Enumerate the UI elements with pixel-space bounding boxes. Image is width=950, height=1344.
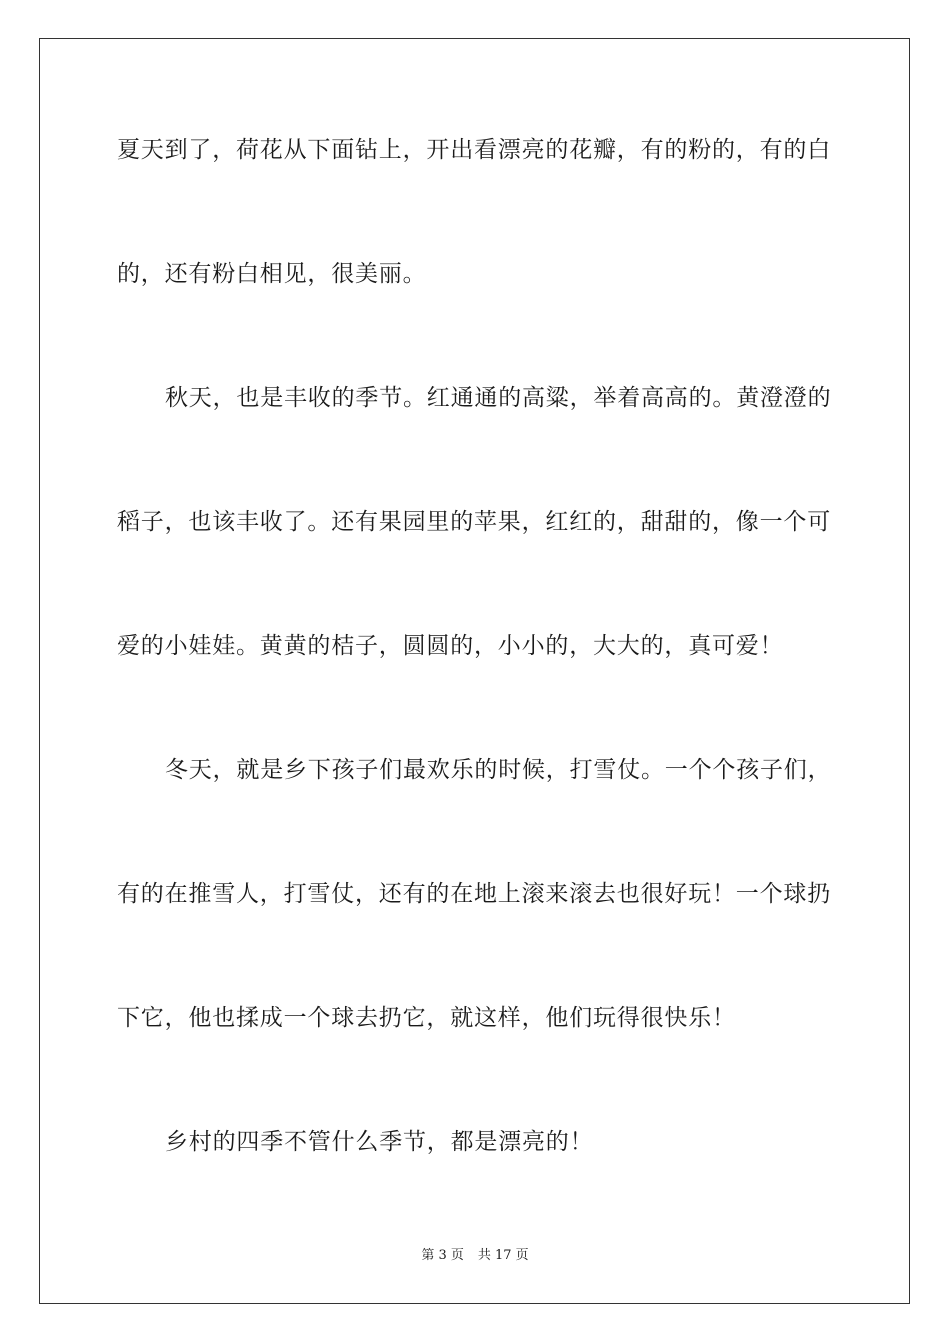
text-line: 下它，他也揉成一个球去扔它，就这样，他们玩得很快乐！ <box>117 1005 736 1031</box>
text-line: 夏天到了，荷花从下面钻上，开出看漂亮的花瓣，有的粉的，有的白 <box>117 137 831 163</box>
paragraph-start-line: 冬天，就是乡下孩子们最欢乐的时候，打雪仗。一个个孩子们， <box>165 757 832 783</box>
text-line: 的，还有粉白相见，很美丽。 <box>117 261 427 287</box>
text-line: 爱的小娃娃。黄黄的桔子，圆圆的，小小的，大大的，真可爱！ <box>117 633 784 659</box>
page-frame <box>39 38 910 1304</box>
paragraph-start-line: 秋天，也是丰收的季节。红通通的高粱，举着高高的。黄澄澄的 <box>165 385 832 411</box>
page-total: 共 17 页 <box>477 1248 529 1263</box>
page-footer <box>0 1247 950 1265</box>
page-number: 第 3 页 <box>421 1248 464 1263</box>
text-line: 有的在推雪人，打雪仗，还有的在地上滚来滚去也很好玩！一个球扔 <box>117 881 831 907</box>
text-line: 稻子，也该丰收了。还有果园里的苹果，红红的，甜甜的，像一个可 <box>117 509 831 535</box>
paragraph-start-line: 乡村的四季不管什么季节，都是漂亮的！ <box>165 1129 594 1155</box>
